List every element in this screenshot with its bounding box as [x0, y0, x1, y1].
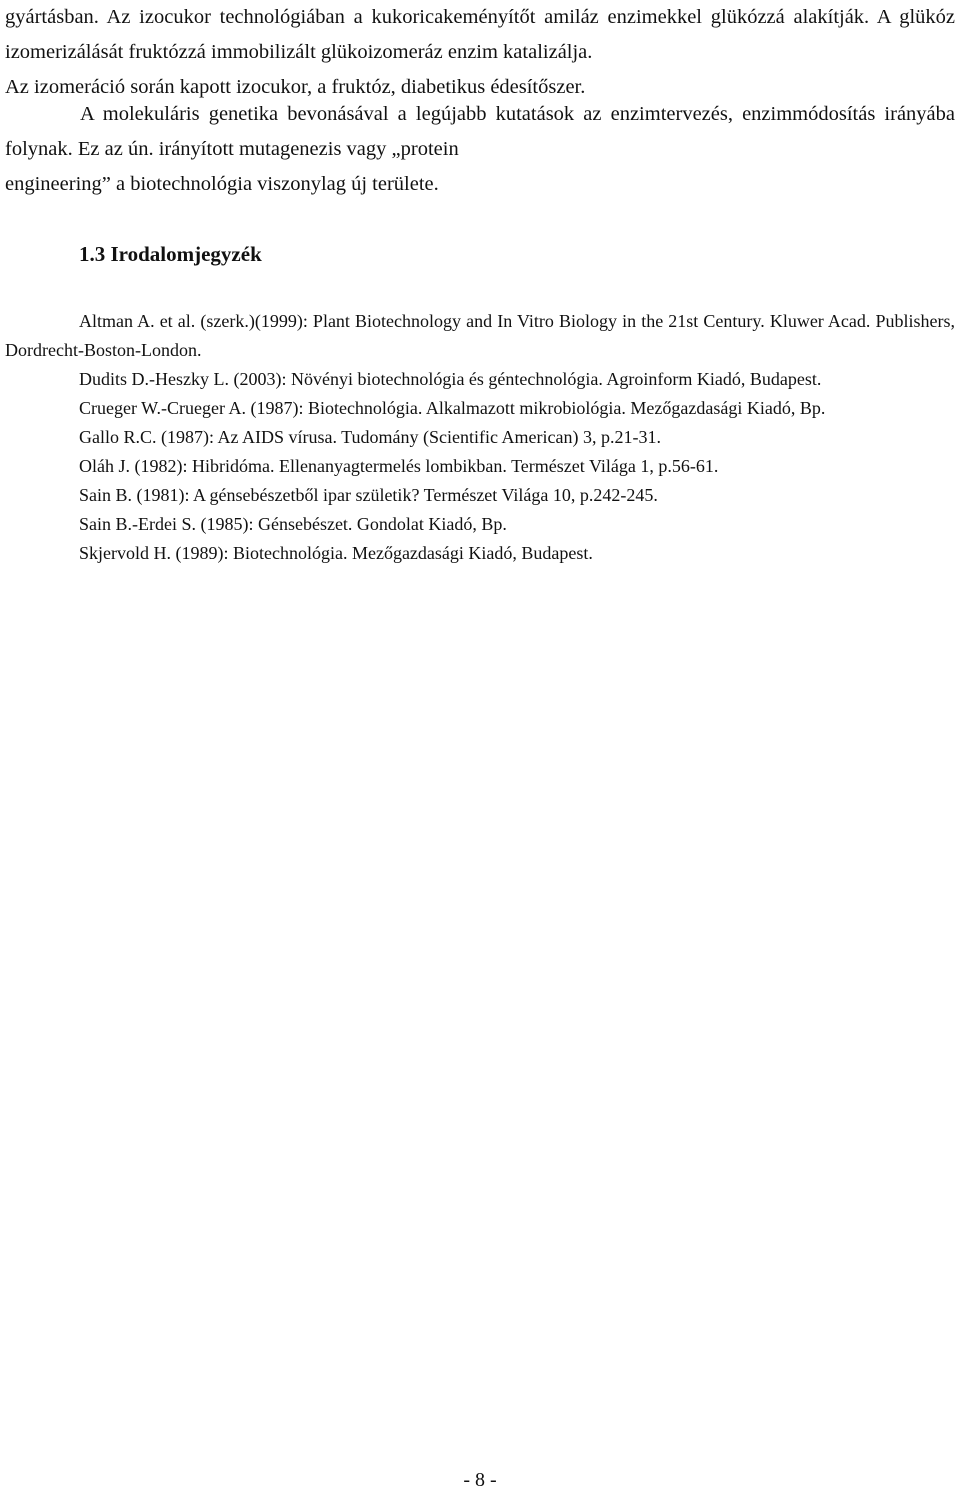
paragraph-text: A molekuláris genetika bevonásával a legújabb kutatások az enzimtervezés, enzimmódosítás irányába folynak. Ez az ún. irányított mutagenezis vagy „protein [5, 103, 955, 160]
reference-item: Gallo R.C. (1987): Az AIDS vírusa. Tudomány (Scientific American) 3, p.21-31. [79, 427, 661, 447]
reference-item: Oláh J. (1982): Hibridóma. Ellenanyagtermelés lombikban. Természet Világa 1, p.56-61. [79, 456, 719, 476]
paragraph-protein-engineering [5, 97, 955, 202]
reference-item: Sain B.-Erdei S. (1985): Génsebészet. Gondolat Kiadó, Bp. [79, 514, 507, 534]
reference-item: Crueger W.-Crueger A. (1987): Biotechnológia. Alkalmazott mikrobiológia. Mezőgazdasági Kiadó, Bp. [79, 398, 826, 418]
paragraph-last-line: engineering” a biotechnológia viszonylag új területe. [5, 173, 439, 195]
reference-item: Sain B. (1981): A génsebészetből ipar születik? Természet Világa 10, p.242-245. [79, 485, 658, 505]
paragraph-last-line: Az izomeráció során kapott izocukor, a fruktóz, diabetikus édesítőszer. [5, 76, 586, 98]
reference-item: Skjervold H. (1989): Biotechnológia. Mezőgazdasági Kiadó, Budapest. [79, 543, 593, 563]
section-heading: 1.3 Irodalomjegyzék [79, 242, 262, 266]
reference-item: Dudits D.-Heszky L. (2003): Növényi biotechnológia és géntechnológia. Agroinform Kiadó, Budapest. [79, 369, 822, 389]
paragraph-izocukor [5, 0, 955, 105]
page-number: - 8 - [463, 1469, 497, 1491]
reference-item: Altman A. et al. (szerk.)(1999): Plant Biotechnology and In Vitro Biology in the 21st Century. Kluwer Acad. Publishers, Dordrecht-Boston-London. [5, 311, 955, 360]
reference-list [5, 307, 955, 568]
paragraph-text: gyártásban. Az izocukor technológiában a kukoricakeményítőt amiláz enzimekkel glükózzá alakítják. A glükóz izomerizálását fruktózzá immobilizált glükoizomeráz enzim katalizálja. [5, 6, 955, 63]
